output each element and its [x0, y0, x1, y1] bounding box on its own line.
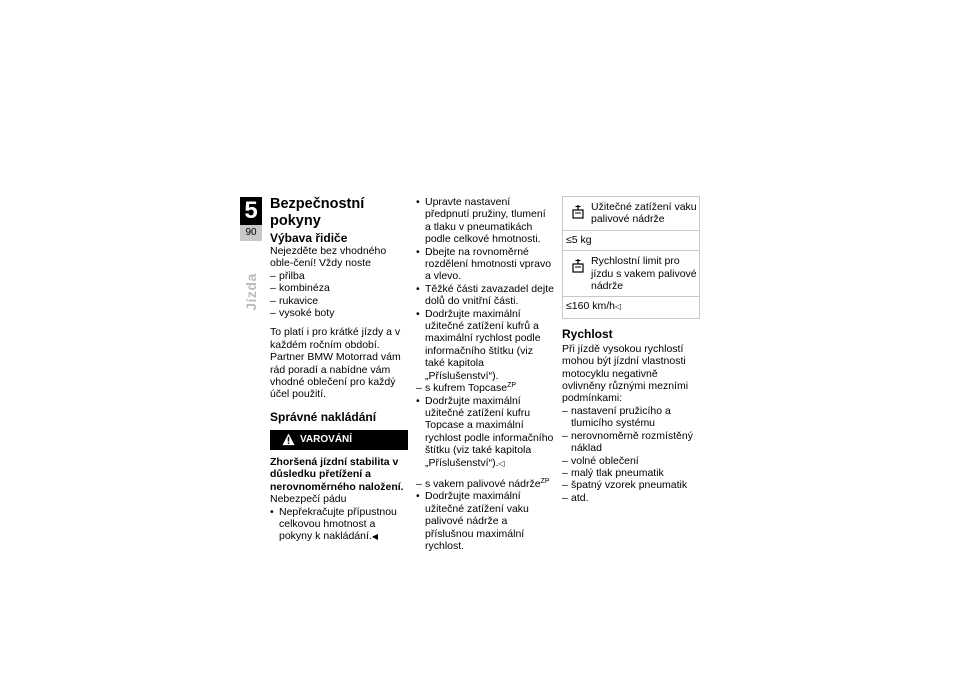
page-number: 90 — [240, 225, 262, 241]
tank-sup: ZP — [540, 477, 550, 485]
chapter-label — [243, 262, 259, 322]
list-item: – rukavice — [270, 295, 408, 307]
rider-equipment-heading: Výbava řidiče — [270, 231, 348, 245]
tank-bag-icon — [572, 259, 584, 273]
warning-triangle-icon — [282, 433, 295, 446]
rider-intro: Nejezděte bez vhodného oble-čení! Vždy noste — [270, 245, 387, 270]
list-item: – nastavení pružicího a tlumicího systému — [562, 405, 700, 430]
speed-heading: Rychlost — [562, 326, 613, 341]
list-item: • Dbejte na rovnoměrné rozdělení hmotnosti vpravo a vlevo. — [416, 246, 554, 283]
list-item: – atd. — [562, 492, 700, 504]
end-mark-icon: ◀ — [371, 532, 378, 542]
topcase-item-text: Dodržujte maximální užitečné zatížení kufru Topcase a maximální rychlost podle informačního štítku (viz také kapitola „Příslušenství“). — [425, 394, 554, 469]
list-item: – malý tlak pneumatik — [562, 467, 700, 479]
tank-label: s vakem palivové nádrže — [425, 477, 541, 490]
end-mark-icon: ◁ — [498, 458, 505, 468]
list-item — [416, 382, 554, 394]
warning-item-text: Nepřekračujte přípustnou celkovou hmotnost a pokyny k nakládání. — [279, 505, 397, 543]
warning-subtitle: Nebezpečí pádu — [270, 493, 347, 506]
list-item: – přilba — [270, 270, 408, 282]
section-title: Bezpečnostní pokyny — [270, 196, 365, 229]
spec1-value: ≤5 kg — [563, 231, 699, 251]
rider-note: To platí i pro krátké jízdy a v každém ročním období. Partner BMW Motorrad vám rád poradí a nabídne vám vhodné oblečení pro každý účel použití. — [270, 326, 401, 401]
column-1 — [270, 196, 408, 544]
spec2-value: ≤160 km/h — [566, 300, 615, 313]
warning-label: VAROVÁNÍ — [300, 433, 353, 445]
list-item — [270, 506, 408, 544]
list-item: • Dodržujte maximální užitečné zatížení kufrů a maximální rychlost podle informačního štítku (viz také kapitola „Příslušenství“). — [416, 308, 554, 382]
list-item: – nerovnoměrně rozmístěný náklad — [562, 430, 700, 455]
list-item: – vysoké boty — [270, 307, 408, 319]
topcase-sup: ZP — [507, 382, 517, 390]
list-item: • Upravte nastavení předpnutí pružiny, tlumení a tlaku v pneumatikách podle celkové hmotnosti. — [416, 196, 554, 246]
list-item: • Těžké části zavazadel dejte dolů do vnitřní části. — [416, 283, 554, 308]
topcase-label: s kufrem Topcase — [425, 382, 508, 395]
rider-list — [270, 270, 408, 320]
loading-heading: Správné nakládání — [270, 409, 377, 424]
list-item: – volné oblečení — [562, 455, 700, 467]
spec-table — [562, 196, 700, 319]
speed-intro: Při jízdě vysokou rychlostí mohou být jízdní vlastnosti motocyklu negativně ovlivněny různými mezními podmínkami: — [562, 342, 689, 405]
spec-row-label — [563, 197, 699, 231]
warning-bar — [270, 430, 408, 450]
warning-title: Zhoršená jízdní stabilita v důsledku přetížení a nerovnoměrného naložení. — [270, 455, 404, 493]
tank-bag-icon — [572, 205, 584, 219]
loading-list — [416, 196, 554, 552]
list-item — [416, 478, 554, 490]
warning-list — [270, 506, 408, 544]
speed-list — [562, 405, 700, 504]
chapter-label-text: Jízda — [243, 273, 259, 311]
spec2-value-row — [563, 297, 699, 317]
list-item: – špatný vzorek pneumatik — [562, 479, 700, 491]
list-item: – kombinéza — [270, 282, 408, 294]
spec2-label: Rychlostní limit pro jízdu s vakem palivové nádrže — [591, 255, 697, 293]
list-item — [416, 395, 554, 470]
column-2 — [416, 196, 554, 552]
list-item: • Dodržujte maximální užitečné zatížení vaku palivové nádrže a příslušnou maximální rychlost. — [416, 490, 554, 552]
column-3 — [562, 196, 700, 504]
spec1-label: Užitečné zatížení vaku palivové nádrže — [591, 201, 697, 226]
end-mark-icon: ◁ — [614, 302, 622, 312]
spec-row-label — [563, 251, 699, 297]
chapter-number: 5 — [240, 197, 262, 225]
